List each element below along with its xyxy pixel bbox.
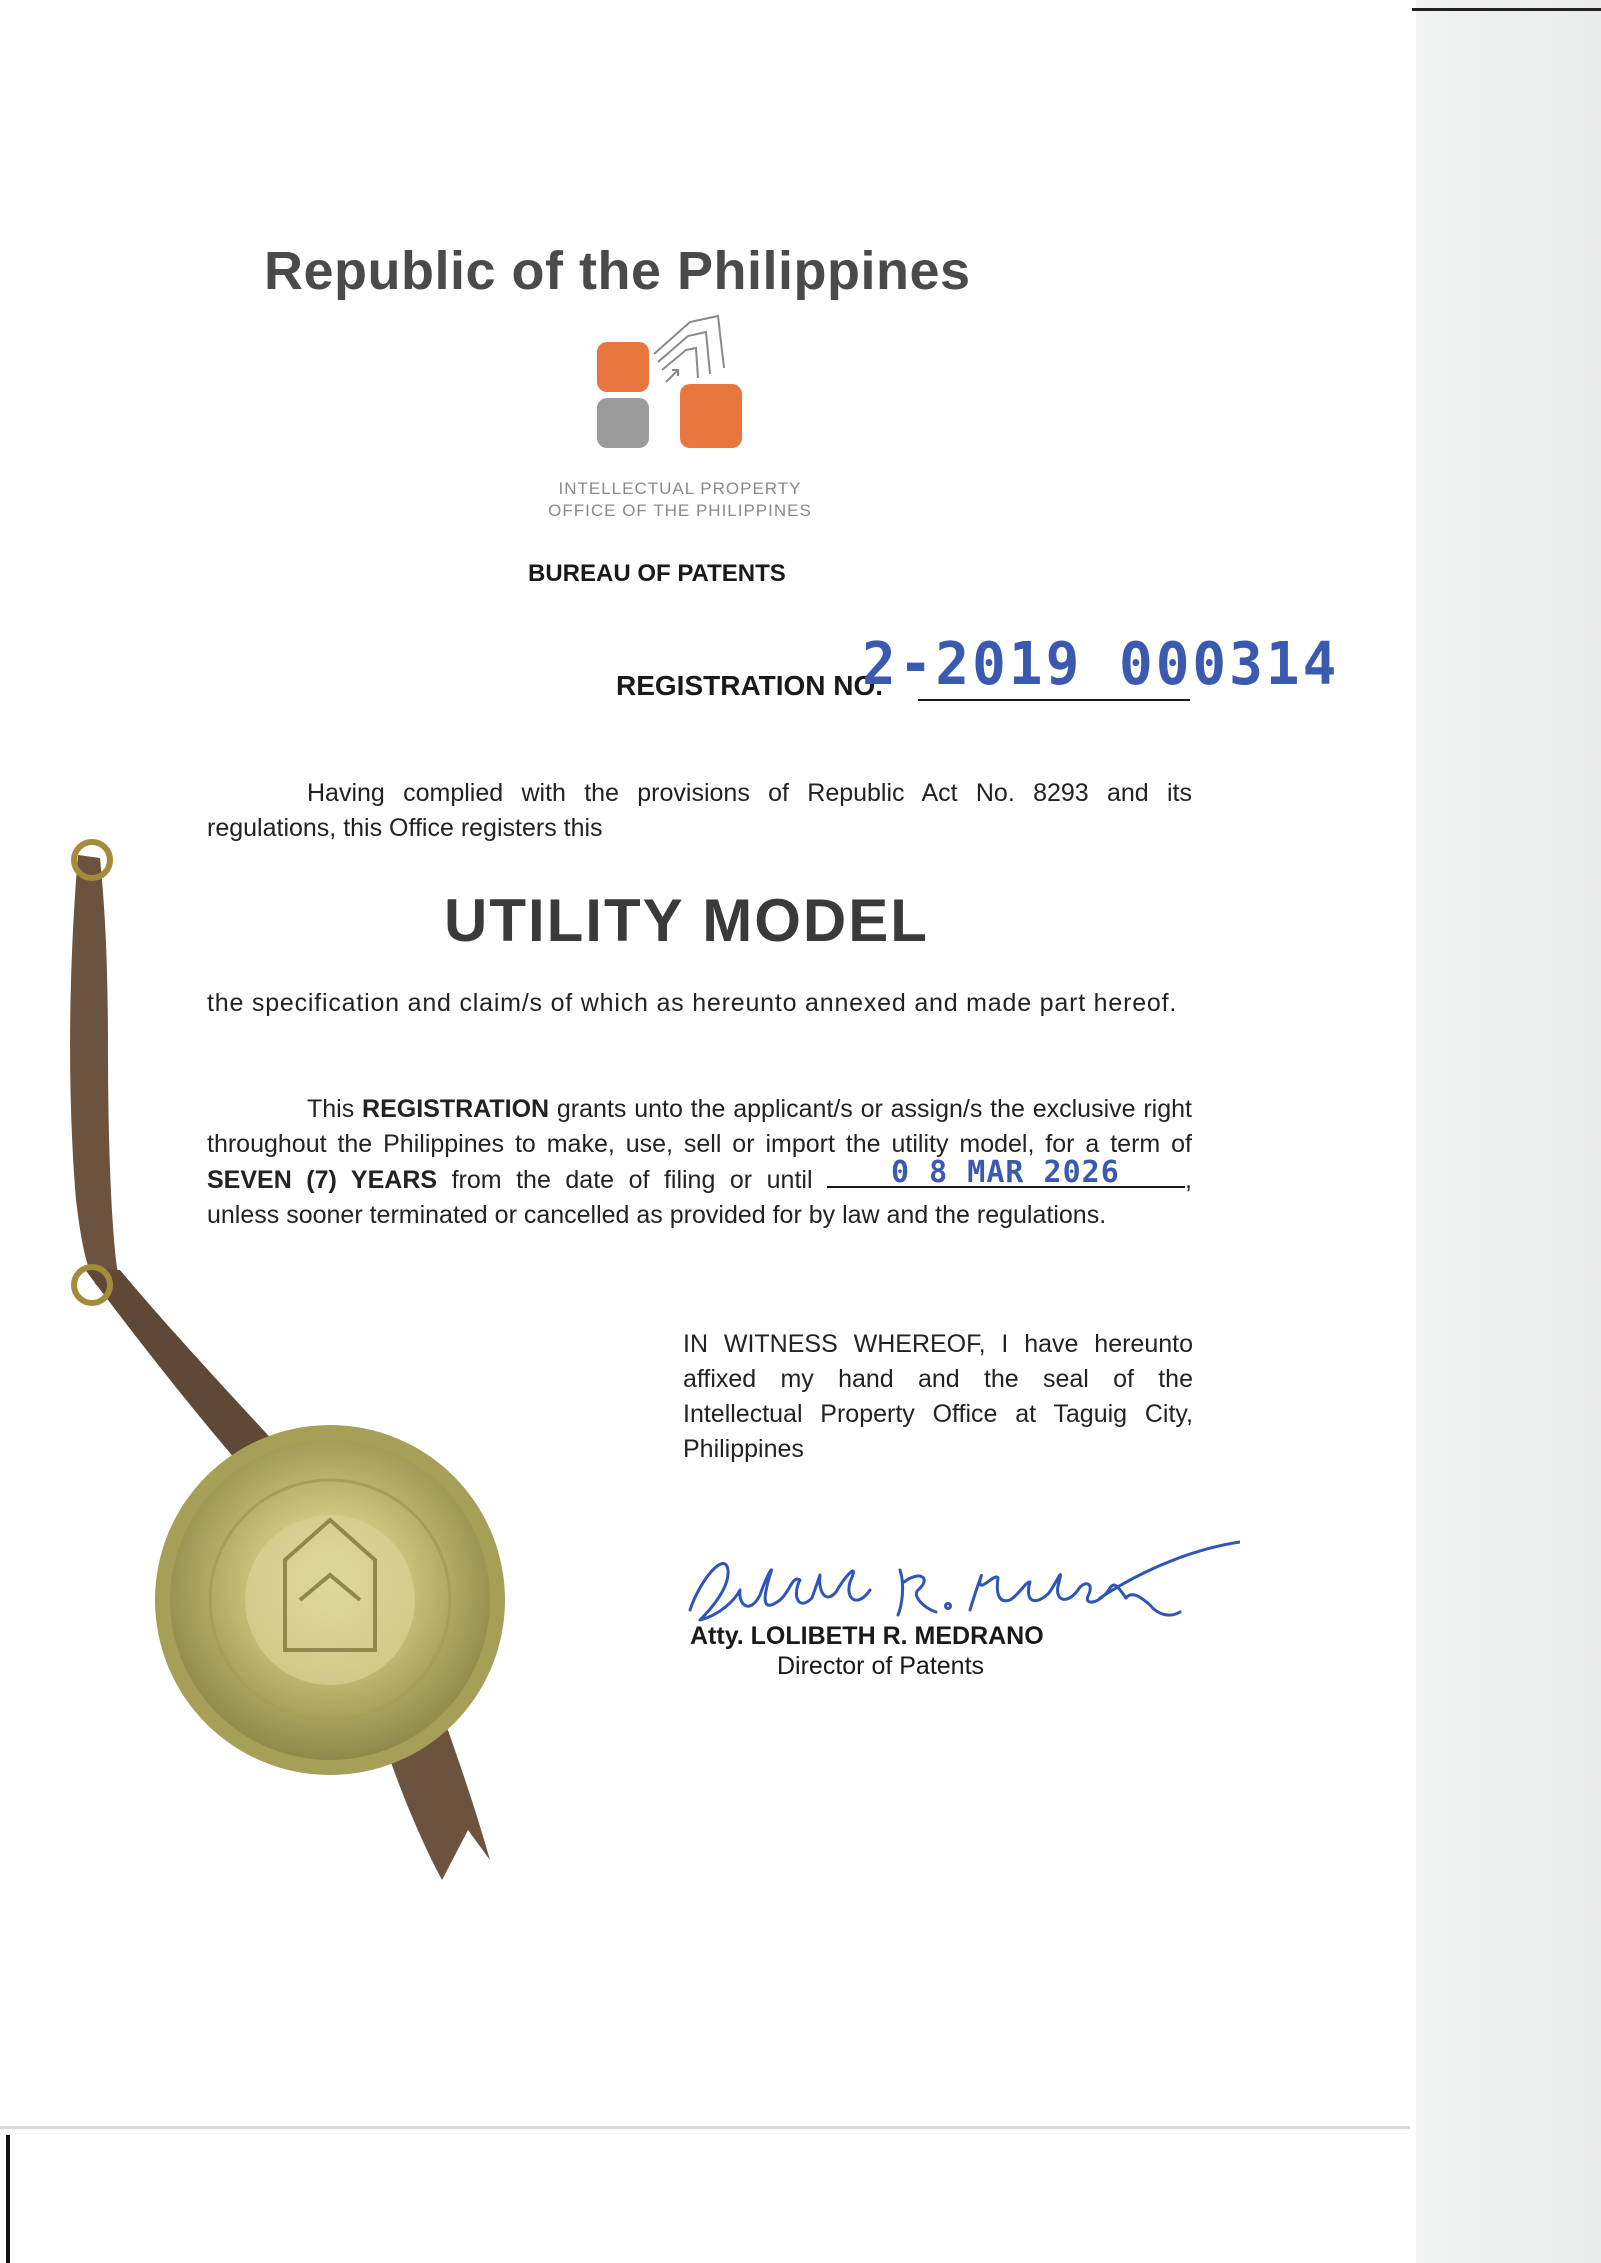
registration-underline <box>918 699 1190 701</box>
country-title: Republic of the Philippines <box>264 241 971 301</box>
ipophil-logo-icon <box>592 312 762 462</box>
office-name <box>500 478 860 522</box>
term-text: from the date of filing or until <box>437 1166 828 1194</box>
page-edge-shadow <box>1416 0 1601 2263</box>
registration-bold: REGISTRATION <box>362 1095 550 1123</box>
registration-number-stamp: 2-2019 000314 <box>862 630 1340 699</box>
signatory-title: Director of Patents <box>777 1652 985 1680</box>
term-bold: SEVEN (7) YEARS <box>207 1166 438 1194</box>
seal-and-ribbon <box>0 830 600 1910</box>
office-name-line1: INTELLECTUAL PROPERTY <box>558 479 802 498</box>
scan-edge-bar <box>6 2135 10 2263</box>
closing-text: , unless sooner terminated or cancelled as provided for by law and the regulations. <box>207 1166 1192 1229</box>
registration-label: REGISTRATION NO. <box>616 670 884 701</box>
grant-text: grants unto the applicant/s or assign/s the exclusive right throughout the Philippines to make, use, sell or import the utility model, for a term of <box>207 1095 1192 1158</box>
expiry-date-stamp: 0 8 MAR 2026 <box>891 1155 1120 1190</box>
gold-seal-icon <box>155 1425 505 1775</box>
signatory-name: Atty. LOLIBETH R. MEDRANO <box>690 1622 1044 1650</box>
specification-paragraph: the specification and claim/s of which as hereunto annexed and made part hereof. <box>207 989 1178 1017</box>
grant-prefix: This <box>307 1095 363 1123</box>
edge-line <box>1412 8 1601 11</box>
document-heading: UTILITY MODEL <box>444 887 929 954</box>
bureau-name: BUREAU OF PATENTS <box>528 560 786 587</box>
expiry-date-field <box>827 1155 1185 1190</box>
witness-paragraph: IN WITNESS WHEREOF, I have hereunto affixed my hand and the seal of the Intellectual Property Office at Taguig City, Philippines <box>683 1330 1193 1463</box>
divider-line <box>0 2126 1410 2129</box>
intro-paragraph: Having complied with the provisions of Republic Act No. 8293 and its regulations, this Office registers this <box>207 779 1192 842</box>
office-name-line2: OFFICE OF THE PHILIPPINES <box>548 501 812 520</box>
